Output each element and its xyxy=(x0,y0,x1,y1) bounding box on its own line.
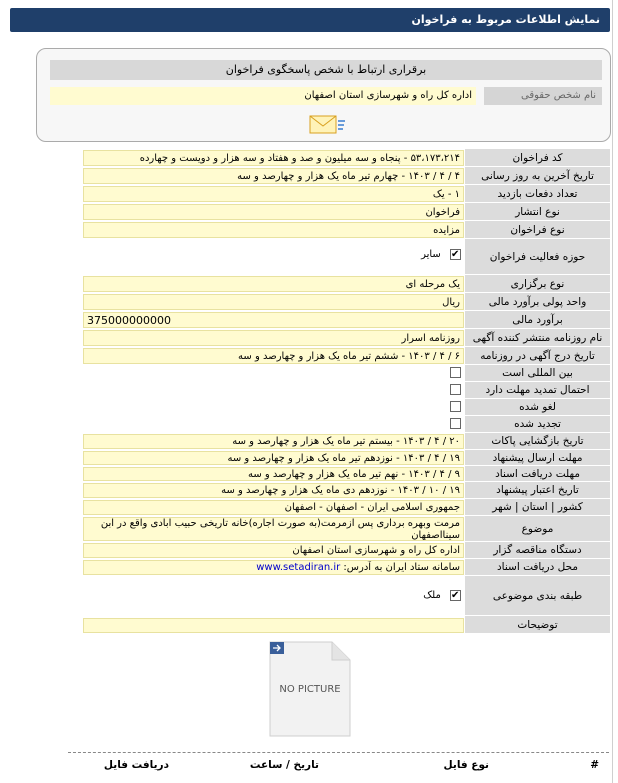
row-opening-date xyxy=(0,433,610,450)
row-organizer xyxy=(0,542,610,559)
value-visit-count: ۱ - یک xyxy=(83,186,464,202)
files-table-header xyxy=(68,752,609,782)
label-doc-deadline: مهلت دریافت اسناد xyxy=(465,466,610,482)
value-location: جمهوری اسلامی ایران - اصفهان - اصفهان xyxy=(83,500,464,515)
label-description: توضیحات xyxy=(465,616,610,634)
row-tender-code xyxy=(0,149,610,167)
label-category: طبقه بندی موضوعی xyxy=(465,576,610,616)
label-validity-date: تاریخ اعتبار پیشنهاد xyxy=(465,482,610,499)
row-visit-count xyxy=(0,185,610,203)
value-international xyxy=(83,367,464,381)
value-doc-location xyxy=(83,560,464,575)
row-activity-area xyxy=(0,239,610,275)
col-file-type: نوع فایل xyxy=(443,759,489,771)
row-doc-deadline xyxy=(0,466,610,482)
label-renewed: تجدید شده xyxy=(465,416,610,433)
row-extension xyxy=(0,382,610,399)
row-description xyxy=(0,616,610,634)
row-tender-type xyxy=(0,221,610,239)
value-subject: مرمت وبهره برداری پس ازمرمت(به صورت اجاره)خانه تاریخی حبیب آبادی واقع در ابن سینااصفهان xyxy=(83,517,464,541)
label-opening-date: تاریخ بازگشایی پاکات xyxy=(465,433,610,450)
cancelled-checkbox[interactable] xyxy=(450,401,461,412)
row-publish-type xyxy=(0,203,610,221)
doc-location-text: سامانه ستاد ایران به آدرس: xyxy=(343,562,460,573)
value-publish-type: فراخوان xyxy=(83,204,464,220)
value-organizer: اداره کل راه و شهرسازی استان اصفهان xyxy=(83,543,464,558)
value-estimate: 375000000000 xyxy=(83,312,464,328)
label-organizer: دستگاه مناقصه گزار xyxy=(465,542,610,559)
row-category xyxy=(0,576,610,616)
activity-checkbox[interactable] xyxy=(450,249,461,260)
label-cancelled: لغو شده xyxy=(465,399,610,416)
row-location xyxy=(0,499,610,516)
label-tender-type: نوع فراخوان xyxy=(465,221,610,239)
label-currency: واحد پولی برآورد مالی xyxy=(465,293,610,311)
row-cancelled xyxy=(0,399,610,416)
category-text: ملک xyxy=(423,590,441,601)
col-date-time: تاریخ / ساعت xyxy=(249,759,319,771)
label-publish-date: تاریخ درج آگهی در روزنامه xyxy=(465,347,610,365)
value-newspaper: روزنامه اسرار xyxy=(83,330,464,346)
value-description xyxy=(83,618,464,633)
value-last-update: ۴ / ۴ / ۱۴۰۳ - چهارم تیر ماه یک هزار و چهارصد و سه xyxy=(83,168,464,184)
row-subject xyxy=(0,516,610,542)
value-validity-date: ۱۹ / ۱۰ / ۱۴۰۳ - نوزدهم دی ماه یک هزار و چهارصد و سه xyxy=(83,483,464,498)
value-publish-date: ۶ / ۴ / ۱۴۰۳ - ششم تیر ماه یک هزار و چهارصد و سه xyxy=(83,348,464,364)
value-activity-area xyxy=(83,247,464,263)
activity-text: سایر xyxy=(421,249,441,260)
row-publish-date xyxy=(0,347,610,365)
label-estimate: برآورد مالی xyxy=(465,311,610,329)
label-last-update: تاریخ آخرین به روز رسانی xyxy=(465,167,610,185)
row-estimate xyxy=(0,311,610,329)
value-opening-date: ۲۰ / ۴ / ۱۴۰۳ - بیستم تیر ماه یک هزار و چهارصد و سه xyxy=(83,434,464,449)
value-holding-type: یک مرحله ای xyxy=(83,276,464,292)
label-submit-deadline: مهلت ارسال پیشنهاد xyxy=(465,450,610,466)
value-tender-type: مزایده xyxy=(83,222,464,238)
label-visit-count: تعداد دفعات بازدید xyxy=(465,185,610,203)
row-doc-location xyxy=(0,559,610,576)
contact-value: اداره کل راه و شهرسازی استان اصفهان xyxy=(50,87,476,105)
row-renewed xyxy=(0,416,610,433)
label-activity-area: حوزه فعالیت فراخوان xyxy=(465,239,610,275)
col-download: دریافت فایل xyxy=(103,759,169,771)
label-subject: موضوع xyxy=(465,516,610,542)
label-publish-type: نوع انتشار xyxy=(465,203,610,221)
row-newspaper xyxy=(0,329,610,347)
label-international: بین المللی است xyxy=(465,365,610,382)
label-extension: احتمال تمدید مهلت دارد xyxy=(465,382,610,399)
category-checkbox[interactable] xyxy=(450,590,461,601)
envelope-icon[interactable] xyxy=(307,113,347,135)
contact-panel xyxy=(36,48,611,142)
value-submit-deadline: ۱۹ / ۴ / ۱۴۰۳ - نوزدهم تیر ماه یک هزار و چهارصد و سه xyxy=(83,451,464,465)
renewed-checkbox[interactable] xyxy=(450,418,461,429)
row-last-update xyxy=(0,167,610,185)
value-cancelled xyxy=(83,401,464,415)
value-category xyxy=(83,588,464,604)
row-currency xyxy=(0,293,610,311)
col-hash: # xyxy=(590,759,599,771)
contact-label: نام شخص حقوقی xyxy=(484,87,602,105)
contact-heading: برقراری ارتباط با شخص پاسخگوی فراخوان xyxy=(50,60,602,80)
extension-checkbox[interactable] xyxy=(450,384,461,395)
page-title-bar xyxy=(10,8,610,32)
value-currency: ریال xyxy=(83,294,464,310)
value-renewed xyxy=(83,418,464,432)
scrollbar-edge xyxy=(612,0,613,783)
label-holding-type: نوع برگزاری xyxy=(465,275,610,293)
label-newspaper: نام روزنامه منتشر کننده آگهی xyxy=(465,329,610,347)
value-extension xyxy=(83,384,464,398)
value-tender-code: ۵۳،۱۷۳،۲۱۴ - پنجاه و سه میلیون و صد و هفتاد و سه هزار و دویست و چهارده xyxy=(83,150,464,166)
page-title: نمایش اطلاعات مربوط به فراخوان xyxy=(411,13,600,26)
label-location: کشور | استان | شهر xyxy=(465,499,610,516)
setadiran-link[interactable]: www.setadiran.ir xyxy=(256,562,341,573)
row-submit-deadline xyxy=(0,450,610,466)
international-checkbox[interactable] xyxy=(450,367,461,378)
value-doc-deadline: ۹ / ۴ / ۱۴۰۳ - نهم تیر ماه یک هزار و چهارصد و سه xyxy=(83,467,464,481)
row-holding-type xyxy=(0,275,610,293)
row-validity-date xyxy=(0,482,610,499)
label-doc-location: محل دریافت اسناد xyxy=(465,559,610,576)
no-picture-label: NO PICTURE xyxy=(279,684,341,695)
row-international xyxy=(0,365,610,382)
label-tender-code: کد فراخوان xyxy=(465,149,610,167)
